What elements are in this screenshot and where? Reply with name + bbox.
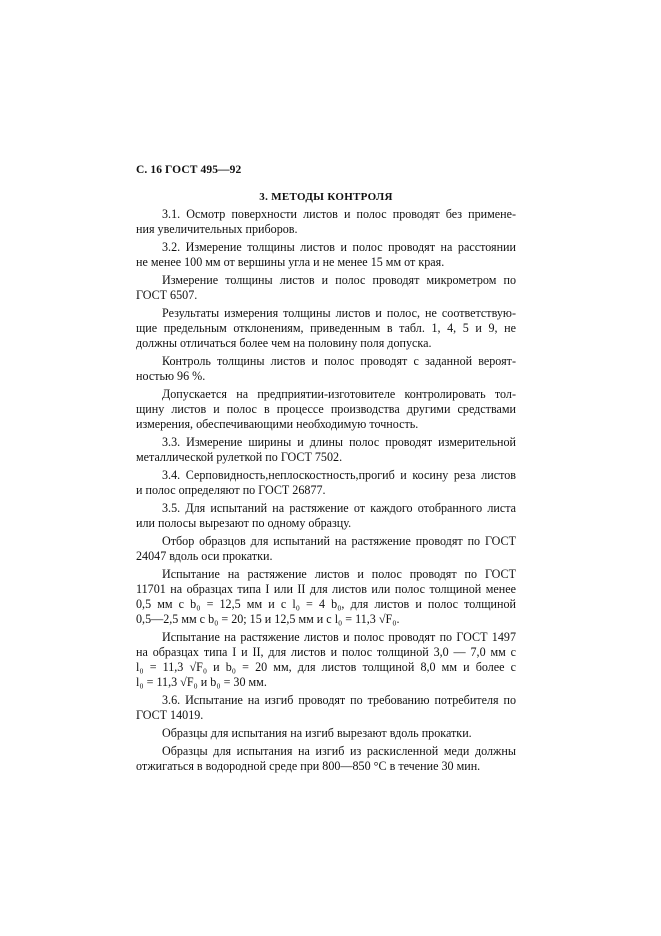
paragraph — [136, 630, 516, 690]
document-body — [136, 207, 516, 777]
paragraph-line: 3.2. Измерение толщины листов и полос проводят на расстоянии — [162, 240, 516, 254]
paragraph-line: 3.4. Серповидность,неплоскостность,прогиб и косину реза листов — [162, 468, 516, 482]
paragraph-line: 11701 на образцах типа I или II для листов или полос толщиной менее — [136, 582, 516, 596]
paragraph-line: Контроль толщины листов и полос проводят с заданной вероят- — [162, 354, 516, 368]
paragraph-line: Результаты измерения толщины листов и полос, не соответствую- — [162, 306, 516, 320]
paragraph — [136, 207, 516, 237]
paragraph — [136, 240, 516, 270]
paragraph-line: измерения, обеспечивающими необходимую точность. — [136, 417, 419, 431]
paragraph-line: не менее 100 мм от вершины угла и не менее 15 мм от края. — [136, 255, 445, 269]
paragraph — [136, 693, 516, 723]
paragraph-line: щие предельным отклонениям, приведенным в табл. 1, 4, 5 и 9, не — [136, 321, 516, 335]
paragraph-line: Допускается на предприятии-изготовителе контролировать тол- — [162, 387, 516, 401]
paragraph-line: отжигаться в водородной среде при 800—850 °С в течение 30 мин. — [136, 759, 481, 773]
paragraph-line: 0,5 мм с b₀ = 12,5 мм и с l₀ = 4 b₀, для листов и полос толщиной — [136, 597, 516, 611]
paragraph-line: 3.5. Для испытаний на растяжение от каждого отобранного листа — [162, 501, 516, 515]
paragraph-line: ГОСТ 14019. — [136, 708, 204, 722]
paragraph-line: ГОСТ 6507. — [136, 288, 198, 302]
paragraph — [136, 306, 516, 351]
paragraph-line: 3.6. Испытание на изгиб проводят по требованию потребителя по — [162, 693, 516, 707]
paragraph-line: или полосы вырезают по одному образцу. — [136, 516, 352, 530]
paragraph-line: на образцах типа I и II, для листов и полос толщиной 3,0 — 7,0 мм с — [136, 645, 516, 659]
paragraph — [136, 387, 516, 432]
paragraph-line: l₀ = 11,3 √F₀ и b₀ = 30 мм. — [136, 675, 267, 689]
paragraph — [136, 468, 516, 498]
paragraph-line: Отбор образцов для испытаний на растяжение проводят по ГОСТ — [162, 534, 516, 548]
section-title: 3. МЕТОДЫ КОНТРОЛЯ — [259, 191, 393, 203]
paragraph-line: щину листов и полос в процессе производства другими средствами — [136, 402, 516, 416]
paragraph — [136, 567, 516, 627]
paragraph-line: Образцы для испытания на изгиб вырезают вдоль прокатки. — [162, 726, 472, 740]
paragraph — [136, 501, 516, 531]
paragraph-line: 0,5—2,5 мм с b₀ = 20; 15 и 12,5 мм и с l₀ = 11,3 √F₀. — [136, 612, 400, 626]
paragraph — [136, 435, 516, 465]
paragraph-line: Измерение толщины листов и полос проводят микрометром по — [162, 273, 516, 287]
page-header: С. 16 ГОСТ 495—92 — [136, 164, 242, 176]
paragraph — [136, 273, 516, 303]
paragraph-line: l₀ = 11,3 √F₀ и b₀ = 20 мм, для листов толщиной 8,0 мм и более с — [136, 660, 516, 674]
paragraph-line: ния увеличительных приборов. — [136, 222, 298, 236]
paragraph — [136, 744, 516, 774]
paragraph-line: 3.1. Осмотр поверхности листов и полос проводят без примене- — [162, 207, 516, 221]
paragraph-line: 3.3. Измерение ширины и длины полос проводят измерительной — [162, 435, 516, 449]
paragraph-line: 24047 вдоль оси прокатки. — [136, 549, 273, 563]
paragraph — [136, 534, 516, 564]
paragraph-line: Испытание на растяжение листов и полос проводят по ГОСТ — [162, 567, 516, 581]
paragraph-line: Образцы для испытания на изгиб из раскисленной меди должны — [162, 744, 516, 758]
paragraph-line: Испытание на растяжение листов и полос проводят по ГОСТ 1497 — [162, 630, 516, 644]
paragraph-line: металлической рулеткой по ГОСТ 7502. — [136, 450, 343, 464]
paragraph-line: должны отличаться более чем на половину поля допуска. — [136, 336, 432, 350]
paragraph — [136, 354, 516, 384]
paragraph-line: ностью 96 %. — [136, 369, 206, 383]
paragraph — [136, 726, 516, 741]
paragraph-line: и полос определяют по ГОСТ 26877. — [136, 483, 326, 497]
